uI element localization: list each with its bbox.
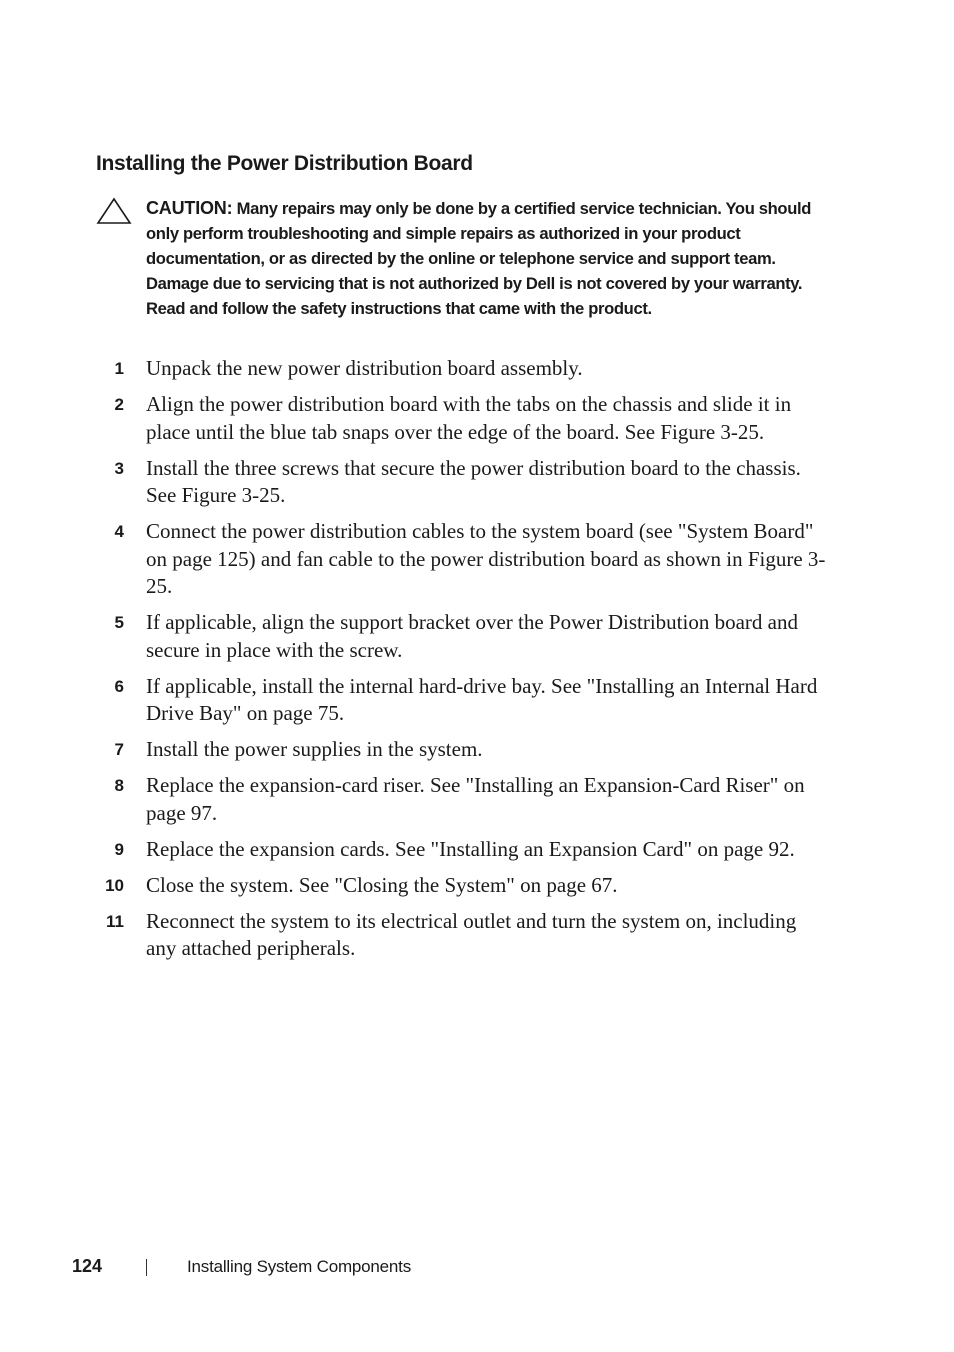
step-number: 5 — [114, 613, 124, 632]
section-heading: Installing the Power Distribution Board — [96, 152, 473, 175]
step-text: Connect the power distribution cables to the system board (see "System Board" on page 125) and fan cable to the power distribution board as shown in Figure 3-25. — [146, 519, 826, 598]
step-number: 10 — [105, 875, 124, 895]
caution-triangle-icon — [96, 197, 132, 225]
caution-label: CAUTION: — [146, 198, 233, 218]
step-text: Install the three screws that secure the power distribution board to the chassis. See Figure 3-25. — [146, 455, 801, 507]
step-text: Replace the expansion-card riser. See "Installing an Expansion-Card Riser" on page 97. — [146, 773, 805, 825]
step-4 — [96, 518, 826, 601]
step-number: 9 — [114, 839, 124, 859]
step-text: If applicable, align the support bracket over the Power Distribution board and secure in place with the screw. — [146, 610, 798, 662]
footer-divider — [146, 1259, 147, 1276]
step-number: 7 — [114, 740, 124, 759]
step-text: Close the system. See "Closing the System" on page 67. — [146, 872, 618, 897]
step-3 — [96, 455, 826, 510]
step-text: Reconnect the system to its electrical outlet and turn the system on, including any attached peripherals. — [146, 908, 797, 960]
caution-text-block — [146, 196, 826, 321]
step-number: 3 — [114, 458, 124, 478]
caution-notice — [96, 196, 826, 321]
step-1 — [96, 355, 826, 383]
step-text: If applicable, install the internal hard-drive bay. See "Installing an Internal Hard Drive Bay" on page 75. — [146, 673, 818, 725]
step-9 — [96, 836, 826, 864]
step-10 — [96, 872, 826, 900]
step-7 — [96, 736, 826, 764]
step-number: 4 — [114, 522, 124, 541]
procedure-steps — [96, 355, 826, 971]
step-number: 6 — [114, 676, 124, 696]
footer-section-title: Installing System Components — [187, 1257, 412, 1276]
step-8 — [96, 772, 826, 827]
step-text: Replace the expansion cards. See "Installing an Expansion Card" on page 92. — [146, 836, 795, 861]
step-number: 8 — [114, 776, 124, 795]
step-number: 2 — [114, 395, 124, 414]
caution-body: Many repairs may only be done by a certified service technician. You should only perform troubleshooting and simple repairs as authorized in your product documentation, or as directed by the online or telephone service and support team. Damage due to servicing that is not authorized by Dell is not covered by your warranty. Read and follow the safety instructions that came with the product. — [146, 199, 812, 318]
step-11 — [96, 908, 826, 963]
step-number: 11 — [106, 911, 124, 931]
step-6 — [96, 673, 826, 728]
step-text: Align the power distribution board with the tabs on the chassis and slide it in place until the blue tab snaps over the edge of the board. See Figure 3-25. — [146, 392, 792, 444]
page-footer — [0, 1256, 954, 1282]
step-number: 1 — [114, 359, 124, 378]
step-text: Unpack the new power distribution board assembly. — [146, 356, 583, 380]
page-number: 124 — [72, 1256, 103, 1276]
step-2 — [96, 391, 826, 446]
step-5 — [96, 609, 826, 664]
step-text: Install the power supplies in the system. — [146, 737, 483, 761]
